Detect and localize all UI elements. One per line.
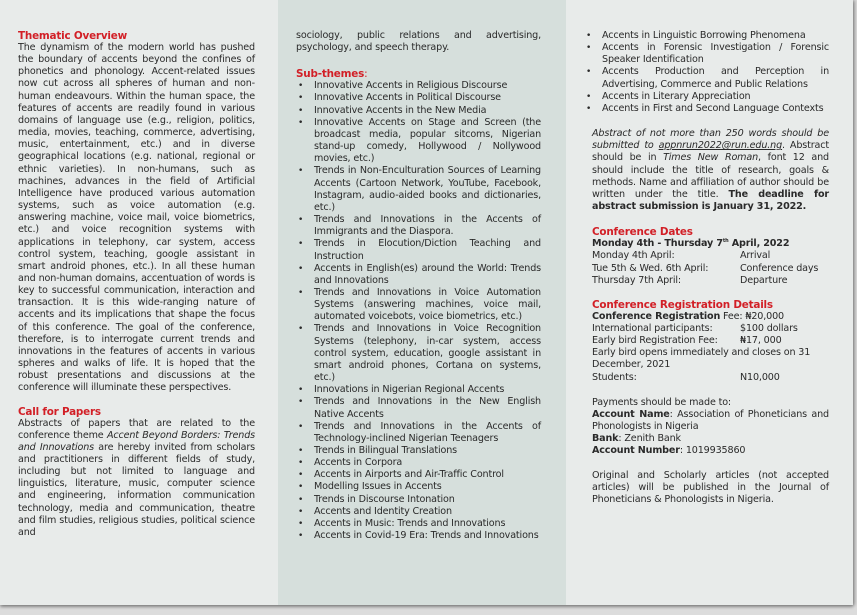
subtheme-text: Innovative Accents on Stage and Screen (the broadcast media, popular sitcoms, Nigerian stand-up comedy, Hollywood / Nollywood movies, etc.) [314, 116, 541, 165]
date-row [592, 263, 829, 275]
call-body-pre: Abstracts of papers that are related to the conference theme [18, 417, 255, 441]
subtheme-item [296, 323, 541, 384]
subtheme-item [296, 469, 541, 481]
bullet-icon: • [298, 446, 304, 456]
registration-fee-value: Fee: ₦20,000 [720, 310, 785, 322]
registration-row-value: $100 dollars [740, 322, 798, 334]
call-for-papers-continued: sociology, public relations and advertising, psychology, and speech therapy. [296, 30, 541, 54]
registration-section [592, 299, 829, 384]
subtheme-text: Trends in Elocution/Diction Teaching and Instruction [314, 238, 541, 262]
subthemes-heading-text: Sub-themes [296, 68, 365, 81]
call-body-post: are hereby invited from scholars and practitioners in different fields of study, including but not limited to language and linguistics, literature, music, computer science and engineering, information communication technology, media and communication, theatre and film studies, religious studies, political science and [18, 441, 256, 538]
subthemes-list-continued [584, 30, 829, 115]
subtheme-text: Accents in Covid-19 Era: Trends and Innovations [314, 530, 539, 542]
bullet-icon: • [298, 166, 304, 177]
bullet-icon: • [298, 470, 304, 481]
submission-email-link[interactable]: appnrun2022@run.edu.ng [658, 140, 783, 152]
registration-row-label: International participants: [592, 322, 713, 334]
date-row-value: Arrival [740, 250, 771, 262]
bullet-icon: • [298, 324, 304, 335]
subtheme-item [296, 117, 541, 166]
subtheme-text: Accents in Corpora [314, 457, 403, 469]
bullet-icon: • [298, 105, 304, 116]
middle-panel [278, 0, 566, 605]
subtheme-item [296, 494, 541, 506]
call-for-papers-heading: Call for Papers [18, 405, 101, 418]
subtheme-item [296, 287, 541, 323]
students-fee-label: Students: [592, 371, 637, 383]
bullet-icon: • [298, 531, 304, 542]
bank-name [592, 433, 829, 445]
subtheme-item [296, 105, 541, 117]
students-fee-row [592, 372, 829, 384]
subtheme-item [296, 518, 541, 530]
left-panel [0, 0, 278, 605]
date-row [592, 275, 829, 287]
subtheme-text: Modelling Issues in Accents [314, 481, 442, 493]
conference-theme: Accent Beyond Borders: Trends and Innovations [18, 429, 255, 453]
date-row-value: Conference days [740, 262, 819, 274]
early-bird-note: Early bird opens immediately and closes on 31 December, 2021 [592, 347, 811, 371]
registration-heading: Conference Registration Details [592, 298, 773, 311]
subtheme-item [296, 530, 541, 542]
subtheme-item [296, 384, 541, 396]
abstract-format-a: . Abstract should be in [592, 140, 829, 164]
thematic-overview-body: The dynamism of the modern world has pushed the boundary of accents beyond the confines of phonetics and phonology. Accent-related issues now cut across all spheres of human and non-human endeavours. Within the human space, the features of accents are readily found in various domains of language use (e.g., religion, politics, media, movies, teaching, commerce, advertising, music, entertainment, etc.) and in diverse geographical locations (e.g. national, regional or ethnic varieties). In non-humans, such as machines, advances in the field of Artificial Intelligence have produced various automation systems, such as voice automation (e.g. answering machine, voice mail, voice biometrics, etc.) and voice recognition systems with applications in telephony, car system, access control system, teaching, google assistant in smart android phones, etc.). In all these human and non-human domains, accentuation of words is key to successful communication, interaction and transaction. It is this wide-ranging nature of accents and its implications that shape the focus of this conference. The goal of the conference, therefore, is to interrogate current trends and innovations in the features of accents in various spheres and walks of life. It is hoped that the robust presentations and discussions at the conference will illuminate these perspectives. [18, 42, 255, 394]
registration-row-label: Early bird Registration Fee: [592, 335, 718, 347]
date-row-label: Tue 5th & Wed. 6th April: [592, 262, 709, 274]
bullet-icon: • [298, 494, 304, 505]
subtheme-item [296, 396, 541, 420]
subtheme-text: Accents in Music: Trends and Innovations [314, 517, 506, 529]
subtheme-text: Trends in Discourse Intonation [314, 493, 455, 505]
subthemes-heading [296, 68, 541, 80]
subtheme-item [296, 421, 541, 445]
subtheme-text: Trends and Innovations in the Accents of Immigrants and the Diaspora. [314, 214, 541, 238]
subtheme-item [296, 92, 541, 104]
subtheme-item [584, 30, 829, 42]
right-panel [566, 0, 853, 605]
bullet-icon: • [586, 67, 592, 78]
subtheme-item [296, 481, 541, 493]
thematic-overview-heading: Thematic Overview [18, 30, 128, 42]
subtheme-text: Accents in Linguistic Borrowing Phenomena [602, 30, 806, 41]
publication-note: Original and Scholarly articles (not accepted articles) will be published in the Journal of Phoneticians & Phonologists in Nigeria. [592, 469, 829, 505]
subtheme-text: Trends in Bilingual Translations [314, 445, 457, 456]
registration-row-value: ₦17, 000 [740, 335, 782, 347]
account-name-value: : Association of Phoneticians and Phonologists in Nigeria [592, 408, 829, 433]
bank-value: : Zenith Bank [618, 433, 681, 445]
conference-dates-section [592, 226, 829, 287]
conference-dates-heading: Conference Dates [592, 226, 693, 239]
subtheme-text: Accents in First and Second Language Contexts [602, 102, 824, 114]
subtheme-text: Accents and Identity Creation [314, 505, 452, 517]
bullet-icon: • [586, 43, 592, 54]
payment-intro: Payments should be made to: [592, 396, 732, 408]
subtheme-text: Accents Production and Perception in Advertising, Commerce and Public Relations [602, 66, 829, 90]
date-row-value: Departure [740, 274, 788, 286]
subtheme-text: Trends and Innovations in Voice Automation Systems (answering machines, voice mail, automated voicebots, voice biometrics, etc.) [314, 286, 541, 323]
registration-row [592, 323, 829, 335]
abstract-word-limit: Abstract of not more than 250 words should be submitted to [592, 128, 829, 152]
subtheme-item [296, 80, 541, 92]
bullet-icon: • [298, 117, 304, 128]
registration-fee-label: Conference Registration [592, 310, 721, 322]
bullet-icon: • [586, 91, 592, 102]
abstract-instructions [592, 128, 829, 213]
bullet-icon: • [298, 518, 304, 529]
subtheme-text: Innovations in Nigerian Regional Accents [314, 384, 505, 396]
subtheme-item [296, 263, 541, 287]
bank-label: Bank [592, 433, 619, 445]
bullet-icon: • [298, 506, 304, 517]
date-range-end: April, 2022 [728, 238, 790, 250]
subtheme-text: Trends and Innovations in the New English Native Accents [314, 396, 541, 420]
bullet-icon: • [586, 31, 592, 41]
subtheme-text: Trends and Innovations in Voice Recognition Systems (telephony, in-car system, access control system, education, google assistant in smart android phones, Cortana on systems, etc.) [314, 323, 541, 384]
subthemes-list [296, 80, 541, 542]
subtheme-text: Innovative Accents in Religious Discourse [314, 80, 508, 92]
students-fee-value: N10,000 [740, 371, 780, 383]
subtheme-item [296, 506, 541, 518]
date-row [592, 250, 829, 262]
registration-fee [592, 311, 829, 323]
bullet-icon: • [298, 263, 304, 274]
bullet-icon: • [298, 385, 304, 396]
subtheme-text: Accents in Airports and Air-Traffic Control [314, 469, 504, 481]
date-row-label: Thursday 7th April: [592, 274, 681, 286]
subtheme-item [584, 91, 829, 103]
bullet-icon: • [298, 81, 304, 92]
subtheme-text: Accents in Literary Appreciation [602, 90, 751, 102]
registration-row [592, 335, 829, 347]
bullet-icon: • [586, 103, 592, 114]
subtheme-item [296, 238, 541, 262]
account-number-label: Account Number [592, 445, 680, 457]
subtheme-text: Trends and Innovations in the Accents of Technology-inclined Nigerian Teenagers [314, 420, 541, 444]
bullet-icon: • [298, 287, 304, 298]
account-number [592, 445, 829, 457]
bullet-icon: • [298, 239, 304, 250]
abstract-font-name: Times New Roman [663, 152, 759, 164]
subtheme-item [584, 103, 829, 115]
subthemes-heading-colon: : [364, 68, 368, 81]
subtheme-item [296, 445, 541, 457]
subtheme-item [584, 66, 829, 90]
bullet-icon: • [298, 421, 304, 432]
subtheme-text: Innovative Accents in Political Discourse [314, 92, 501, 104]
call-for-papers-body [18, 418, 255, 540]
payment-section [592, 397, 829, 458]
bullet-icon: • [298, 458, 304, 469]
account-name-label: Account Name [592, 408, 670, 420]
abstract-format-b: , font 12 and should include the title of research, goals & methods. Name and affiliation of author should be written under the title. [592, 152, 829, 200]
date-row-label: Monday 4th April: [592, 250, 675, 262]
subtheme-text: Innovative Accents in the New Media [314, 104, 487, 116]
subtheme-text: Accents in English(es) around the World: Trends and Innovations [314, 262, 541, 286]
subtheme-item [296, 457, 541, 469]
date-range-sup: th [722, 238, 729, 244]
date-range-start: Monday 4th - Thursday 7 [592, 238, 723, 250]
subtheme-text: Accents in Forensic Investigation / Forensic Speaker Identification [602, 42, 829, 66]
subtheme-item [584, 42, 829, 66]
conference-date-range [592, 238, 829, 250]
account-name [592, 409, 829, 433]
bullet-icon: • [298, 397, 304, 408]
subtheme-item [296, 165, 541, 214]
account-number-value: : 1019935860 [679, 445, 746, 457]
bullet-icon: • [298, 93, 304, 104]
bullet-icon: • [298, 215, 304, 226]
bullet-icon: • [298, 482, 304, 493]
subtheme-text: Trends in Non-Enculturation Sources of Learning Accents (Cartoon Network, YouTube, Facebook, Instagram, audio-aided books and dictionaries, etc.) [314, 165, 541, 213]
abstract-deadline: The deadline for abstract submission is January 31, 2022. [592, 188, 829, 213]
subtheme-item [296, 214, 541, 238]
